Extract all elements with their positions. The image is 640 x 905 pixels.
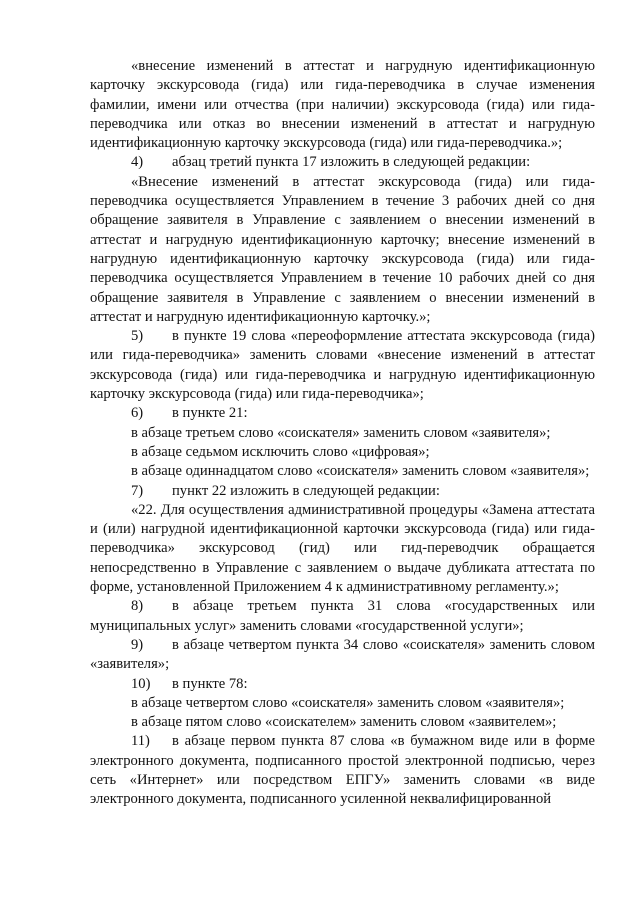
item-text: в пункте 78: <box>172 675 248 692</box>
document-body <box>90 57 595 810</box>
item-number: 9) <box>131 636 144 653</box>
list-item-9 <box>90 636 595 675</box>
list-item-5 <box>90 327 595 404</box>
paragraph-78-a4: в абзаце четвертом слово «соискателя» заменить словом «заявителя»; <box>131 694 565 711</box>
paragraph-quote-22: «22. Для осуществления административной процедуры «Замена аттестата и (или) нагрудной идентификационной карточки экскурсовода (гида) или гида-переводчика» экскурсовод (гид) или гид-переводчик обращается непосредственно в Управление с заявлением о выдаче дубликата аттестата по форме, установленной Приложением 4 к административному регламенту.»; <box>90 501 595 596</box>
list-item-8 <box>90 597 595 636</box>
item-number: 4) <box>131 154 144 171</box>
item-text: абзац третий пункта 17 изложить в следующей редакции: <box>172 154 531 171</box>
item-number: 5) <box>131 328 144 345</box>
list-item-11 <box>90 732 595 809</box>
item-text: в пункте 19 слова «переоформление аттестата экскурсовода (гида) или гида-переводчика» заменить словами «внесение изменений в аттестат экскурсовода (гида) или гида-переводчика и нагрудную идентификационную карточку экскурсовода (гида) или гида-переводчика»; <box>90 328 595 403</box>
paragraph-78-a5: в абзаце пятом слово «соискателем» заменить словом «заявителем»; <box>131 714 557 731</box>
list-item-7 <box>90 482 595 501</box>
paragraph-intro: «внесение изменений в аттестат и нагрудную идентификационную карточку экскурсовода (гида) или гида-переводчика в случае изменения фамилии, имени или отчества (при наличии) экскурсовода (гида) или гида-переводчика или отказ во внесении изменений в аттестат и нагрудную идентификационную карточку экскурсовода (гида) или гида-переводчика.»; <box>90 58 595 152</box>
paragraph-21-a11: в абзаце одиннадцатом слово «соискателя» заменить словом «заявителя»; <box>131 463 590 480</box>
paragraph-21-a3: в абзаце третьем слово «соискателя» заменить словом «заявителя»; <box>131 424 551 441</box>
item-text: пункт 22 изложить в следующей редакции: <box>172 482 440 499</box>
item-number: 8) <box>131 598 144 615</box>
item-text: в пункте 21: <box>172 405 248 422</box>
paragraph-quote-17: «Внесение изменений в аттестат экскурсовода (гида) или гида-переводчика осуществляется Управлением в течение 3 рабочих дней со дня обращение заявителя в Управление с заявлением о внесении изменений в аттестат и нагрудную идентификационную карточку; внесение изменений в нагрудную идентификационную карточку экскурсовода (гида) или гида-переводчика осуществляется Управлением в течение 10 рабочих дней со дня обращение заявителя в Управление с заявлением о внесении изменений в аттестат и нагрудную идентификационную карточку.»; <box>90 173 595 325</box>
list-item-4 <box>90 153 595 172</box>
list-item-6 <box>90 404 595 423</box>
item-number: 11) <box>131 733 150 750</box>
item-text: в абзаце четвертом пункта 34 слово «соискателя» заменить словом «заявителя»; <box>90 636 595 673</box>
item-number: 10) <box>131 675 151 692</box>
item-number: 7) <box>131 482 144 499</box>
list-item-10 <box>90 675 595 694</box>
item-text: в абзаце первом пункта 87 слова «в бумажном виде или в форме электронного документа, подписанного простой электронной подписью, через сеть «Интернет» или посредством ЕПГУ» заменить словами «в виде электронного документа, подписанного усиленной неквалифицированной <box>90 733 595 808</box>
item-number: 6) <box>131 405 144 422</box>
item-text: в абзаце третьем пункта 31 слова «государственных или муниципальных услуг» заменить словами «государственной услуги»; <box>90 598 595 634</box>
paragraph-21-a7: в абзаце седьмом исключить слово «цифровая»; <box>131 443 430 460</box>
